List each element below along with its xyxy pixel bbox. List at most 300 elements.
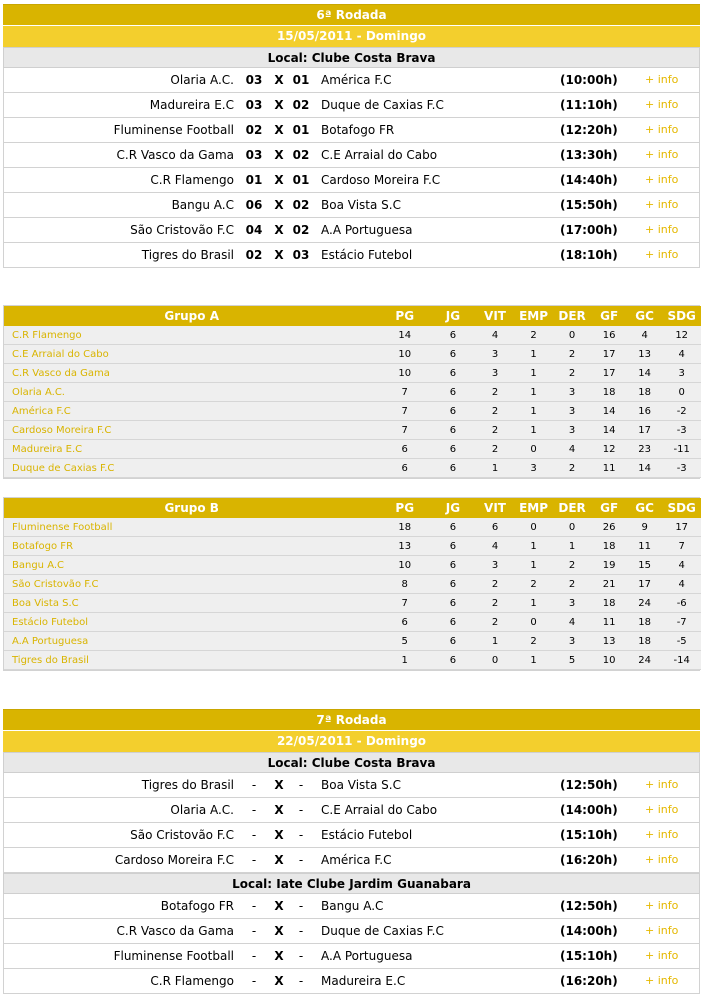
stat-cell: 14 — [627, 459, 663, 478]
match-time: (15:10h) — [560, 828, 618, 842]
stat-cell: 4 — [476, 326, 515, 345]
stat-cell: 7 — [379, 594, 430, 613]
stat-cell: 3 — [476, 364, 515, 383]
team-link[interactable]: América F.C — [4, 402, 379, 421]
match-list — [3, 773, 700, 873]
stat-cell: 6 — [430, 632, 476, 651]
team-link[interactable]: Tigres do Brasil — [4, 651, 379, 670]
standings-table — [4, 498, 701, 670]
stat-cell: 6 — [430, 383, 476, 402]
stat-cell: 1 — [514, 364, 553, 383]
stat-cell: 13 — [379, 537, 430, 556]
stat-cell: 6 — [430, 421, 476, 440]
stat-cell: 6 — [430, 402, 476, 421]
stat-cell: 14 — [591, 402, 627, 421]
match-time: (12:50h) — [560, 899, 618, 913]
table-row — [4, 575, 701, 594]
info-link[interactable]: + info — [645, 98, 679, 111]
stat-cell: 2 — [514, 326, 553, 345]
home-score: 03 — [245, 98, 263, 112]
versus-label: X — [274, 778, 284, 792]
stat-cell: 2 — [553, 364, 592, 383]
round-title: 7ª Rodada — [3, 709, 700, 730]
versus-label: X — [274, 853, 284, 867]
stat-cell: 3 — [553, 383, 592, 402]
stat-cell: 2 — [553, 459, 592, 478]
stat-cell: -3 — [662, 459, 701, 478]
home-team: Tigres do Brasil — [141, 248, 234, 262]
away-team: América F.C — [321, 73, 392, 87]
stat-cell: 1 — [514, 651, 553, 670]
stat-cell: 19 — [591, 556, 627, 575]
stat-cell: 0 — [514, 518, 553, 537]
home-score: - — [251, 974, 257, 988]
stat-cell: 3 — [553, 594, 592, 613]
away-team: Botafogo FR — [321, 123, 395, 137]
info-link[interactable]: + info — [645, 778, 679, 791]
table-row — [4, 402, 701, 421]
stat-cell: 24 — [627, 594, 663, 613]
info-link[interactable]: + info — [645, 974, 679, 987]
match-row — [3, 243, 700, 268]
stat-cell: 11 — [627, 537, 663, 556]
home-team: C.R Flamengo — [150, 974, 234, 988]
stat-cell: 12 — [662, 326, 701, 345]
stat-cell: 6 — [430, 594, 476, 613]
match-time: (16:20h) — [560, 853, 618, 867]
stat-cell: 3 — [514, 459, 553, 478]
info-link[interactable]: + info — [645, 949, 679, 962]
match-time: (12:20h) — [560, 123, 618, 137]
stat-cell: 18 — [591, 383, 627, 402]
table-row — [4, 518, 701, 537]
match-time: (14:00h) — [560, 803, 618, 817]
match-list — [3, 68, 700, 268]
stat-cell: 4 — [662, 345, 701, 364]
away-score: 02 — [292, 98, 310, 112]
info-link[interactable]: + info — [645, 148, 679, 161]
stat-cell: 0 — [553, 326, 592, 345]
away-score: - — [298, 924, 304, 938]
stat-cell: 7 — [379, 402, 430, 421]
venue-label: Local: Iate Clube Jardim Guanabara — [3, 873, 700, 894]
team-link[interactable]: Estácio Futebol — [4, 613, 379, 632]
match-row — [3, 118, 700, 143]
stat-cell: 6 — [430, 575, 476, 594]
match-row — [3, 944, 700, 969]
info-link[interactable]: + info — [645, 924, 679, 937]
stat-cell: 6 — [476, 518, 515, 537]
match-time: (15:50h) — [560, 198, 618, 212]
info-link[interactable]: + info — [645, 828, 679, 841]
stat-cell: -14 — [662, 651, 701, 670]
stat-cell: 2 — [476, 421, 515, 440]
versus-label: X — [274, 924, 284, 938]
away-score: - — [298, 778, 304, 792]
stat-cell: 18 — [379, 518, 430, 537]
stat-cell: 1 — [514, 594, 553, 613]
stat-cell: 1 — [553, 537, 592, 556]
home-team: Fluminense Football — [113, 949, 234, 963]
versus-label: X — [274, 223, 284, 237]
info-link[interactable]: + info — [645, 173, 679, 186]
table-row — [4, 537, 701, 556]
match-row — [3, 969, 700, 994]
stat-cell: -5 — [662, 632, 701, 651]
column-header: EMP — [514, 306, 553, 326]
stat-cell: 3 — [553, 402, 592, 421]
info-link[interactable]: + info — [645, 899, 679, 912]
column-header: GF — [591, 498, 627, 518]
stat-cell: 2 — [553, 575, 592, 594]
stat-cell: 4 — [662, 575, 701, 594]
away-score: 01 — [292, 173, 310, 187]
stat-cell: 1 — [514, 383, 553, 402]
stat-cell: 18 — [591, 594, 627, 613]
stat-cell: 2 — [476, 383, 515, 402]
stat-cell: 17 — [591, 345, 627, 364]
stat-cell: 6 — [379, 440, 430, 459]
table-row — [4, 594, 701, 613]
match-row — [3, 68, 700, 93]
home-score: - — [251, 828, 257, 842]
stat-cell: 8 — [379, 575, 430, 594]
info-link[interactable]: + info — [645, 248, 679, 261]
stat-cell: 0 — [553, 518, 592, 537]
stat-cell: 13 — [627, 345, 663, 364]
group-name: Grupo A — [4, 306, 379, 326]
stat-cell: 0 — [662, 383, 701, 402]
column-header: GC — [627, 306, 663, 326]
home-score: 01 — [245, 173, 263, 187]
stat-cell: 6 — [430, 556, 476, 575]
stat-cell: 4 — [553, 613, 592, 632]
away-team: Estácio Futebol — [321, 828, 413, 842]
stat-cell: 26 — [591, 518, 627, 537]
table-row — [4, 383, 701, 402]
stat-cell: 16 — [627, 402, 663, 421]
match-time: (14:40h) — [560, 173, 618, 187]
round-date: 15/05/2011 - Domingo — [3, 25, 700, 47]
stat-cell: 4 — [553, 440, 592, 459]
away-score: 02 — [292, 148, 310, 162]
versus-label: X — [274, 949, 284, 963]
stat-cell: 1 — [514, 345, 553, 364]
column-header: PG — [379, 498, 430, 518]
team-link[interactable]: Bangu A.C — [4, 556, 379, 575]
table-row — [4, 556, 701, 575]
round-date: 22/05/2011 - Domingo — [3, 730, 700, 752]
table-row — [4, 440, 701, 459]
stat-cell: 3 — [476, 345, 515, 364]
stat-cell: 7 — [379, 383, 430, 402]
info-link[interactable]: + info — [645, 803, 679, 816]
match-time: (10:00h) — [560, 73, 618, 87]
stat-cell: 10 — [379, 556, 430, 575]
match-row — [3, 143, 700, 168]
team-link[interactable]: A.A Portuguesa — [4, 632, 379, 651]
stat-cell: 11 — [591, 613, 627, 632]
stat-cell: -7 — [662, 613, 701, 632]
home-team: São Cristovão F.C — [130, 223, 234, 237]
column-header: VIT — [476, 306, 515, 326]
match-row — [3, 823, 700, 848]
stat-cell: 3 — [662, 364, 701, 383]
team-link[interactable]: Botafogo FR — [4, 537, 379, 556]
match-row — [3, 773, 700, 798]
versus-label: X — [274, 173, 284, 187]
stat-cell: 7 — [662, 537, 701, 556]
home-score: - — [251, 949, 257, 963]
match-time: (13:30h) — [560, 148, 618, 162]
stat-cell: -11 — [662, 440, 701, 459]
stat-cell: 2 — [553, 556, 592, 575]
home-team: Madureira E.C — [149, 98, 234, 112]
team-link[interactable]: C.E Arraial do Cabo — [4, 345, 379, 364]
round-7 — [3, 709, 700, 994]
stat-cell: 3 — [553, 421, 592, 440]
table-row — [4, 651, 701, 670]
home-score: 03 — [245, 148, 263, 162]
stat-cell: 24 — [627, 651, 663, 670]
match-row — [3, 93, 700, 118]
team-link[interactable]: C.R Vasco da Gama — [4, 364, 379, 383]
home-team: C.R Vasco da Gama — [116, 148, 234, 162]
stat-cell: 1 — [514, 421, 553, 440]
stat-cell: 2 — [514, 575, 553, 594]
match-time: (16:20h) — [560, 974, 618, 988]
versus-label: X — [274, 148, 284, 162]
info-link[interactable]: + info — [645, 223, 679, 236]
stat-cell: 14 — [627, 364, 663, 383]
stat-cell: 15 — [627, 556, 663, 575]
info-link[interactable]: + info — [645, 853, 679, 866]
team-link[interactable]: Boa Vista S.C — [4, 594, 379, 613]
stat-cell: 5 — [553, 651, 592, 670]
versus-label: X — [274, 828, 284, 842]
versus-label: X — [274, 98, 284, 112]
venue-label: Local: Clube Costa Brava — [3, 752, 700, 773]
stat-cell: 17 — [662, 518, 701, 537]
venue-label: Local: Clube Costa Brava — [3, 47, 700, 68]
stat-cell: 6 — [430, 440, 476, 459]
away-team: Madureira E.C — [321, 974, 406, 988]
team-link[interactable]: Fluminense Football — [4, 518, 379, 537]
match-row — [3, 168, 700, 193]
stat-cell: 0 — [514, 613, 553, 632]
table-row — [4, 459, 701, 478]
match-row — [3, 894, 700, 919]
stat-cell: 2 — [476, 613, 515, 632]
stat-cell: 6 — [430, 537, 476, 556]
home-score: 04 — [245, 223, 263, 237]
versus-label: X — [274, 123, 284, 137]
home-team: Cardoso Moreira F.C — [114, 853, 234, 867]
stat-cell: 6 — [379, 613, 430, 632]
info-link[interactable]: + info — [645, 73, 679, 86]
stat-cell: 7 — [379, 421, 430, 440]
stat-cell: 1 — [514, 537, 553, 556]
info-link[interactable]: + info — [645, 198, 679, 211]
stat-cell: 9 — [627, 518, 663, 537]
home-score: 02 — [245, 248, 263, 262]
away-team: Bangu A.C — [321, 899, 384, 913]
stat-cell: 6 — [430, 326, 476, 345]
standings-grupo-a — [3, 305, 700, 479]
team-link[interactable]: São Cristovão F.C — [4, 575, 379, 594]
stat-cell: 14 — [591, 421, 627, 440]
stat-cell: 6 — [430, 345, 476, 364]
stat-cell: 16 — [591, 326, 627, 345]
versus-label: X — [274, 899, 284, 913]
home-team: Olaria A.C. — [170, 73, 234, 87]
column-header: VIT — [476, 498, 515, 518]
away-team: A.A Portuguesa — [321, 223, 413, 237]
match-time: (12:50h) — [560, 778, 618, 792]
stat-cell: 14 — [379, 326, 430, 345]
table-row — [4, 632, 701, 651]
stat-cell: 18 — [627, 613, 663, 632]
match-row — [3, 193, 700, 218]
stat-cell: 18 — [627, 383, 663, 402]
match-time: (17:00h) — [560, 223, 618, 237]
stat-cell: 17 — [627, 575, 663, 594]
column-header: GC — [627, 498, 663, 518]
table-row — [4, 326, 701, 345]
stat-cell: 2 — [476, 402, 515, 421]
column-header: SDG — [662, 498, 701, 518]
stat-cell: 2 — [476, 575, 515, 594]
stat-cell: 17 — [591, 364, 627, 383]
table-row — [4, 613, 701, 632]
match-time: (14:00h) — [560, 924, 618, 938]
stat-cell: 12 — [591, 440, 627, 459]
column-header: JG — [430, 498, 476, 518]
stat-cell: 6 — [430, 651, 476, 670]
home-team: Fluminense Football — [113, 123, 234, 137]
stat-cell: 6 — [379, 459, 430, 478]
column-header: EMP — [514, 498, 553, 518]
stat-cell: -2 — [662, 402, 701, 421]
stat-cell: 2 — [476, 440, 515, 459]
stat-cell: 10 — [379, 364, 430, 383]
match-time: (11:10h) — [560, 98, 618, 112]
column-header: PG — [379, 306, 430, 326]
column-header: GF — [591, 306, 627, 326]
stat-cell: 18 — [627, 632, 663, 651]
stat-cell: 1 — [379, 651, 430, 670]
team-link[interactable]: Madureira E.C — [4, 440, 379, 459]
match-time: (15:10h) — [560, 949, 618, 963]
away-score: - — [298, 974, 304, 988]
home-team: Olaria A.C. — [170, 803, 234, 817]
column-header: DER — [553, 498, 592, 518]
stat-cell: 6 — [430, 364, 476, 383]
away-team: C.E Arraial do Cabo — [321, 803, 438, 817]
versus-label: X — [274, 248, 284, 262]
away-score: - — [298, 949, 304, 963]
home-team: Tigres do Brasil — [141, 778, 234, 792]
stat-cell: 4 — [476, 537, 515, 556]
away-team: Boa Vista S.C — [321, 778, 401, 792]
away-score: - — [298, 899, 304, 913]
stat-cell: 10 — [379, 345, 430, 364]
standings-table — [4, 306, 701, 478]
away-team: A.A Portuguesa — [321, 949, 413, 963]
team-link[interactable]: Cardoso Moreira F.C — [4, 421, 379, 440]
away-score: 03 — [292, 248, 310, 262]
info-link[interactable]: + info — [645, 123, 679, 136]
away-team: América F.C — [321, 853, 392, 867]
stat-cell: 13 — [591, 632, 627, 651]
round-6 — [3, 4, 700, 268]
stat-cell: 2 — [514, 632, 553, 651]
home-score: - — [251, 803, 257, 817]
standings-header — [4, 498, 701, 518]
stat-cell: 3 — [476, 556, 515, 575]
stat-cell: 18 — [591, 537, 627, 556]
home-score: - — [251, 778, 257, 792]
match-row — [3, 848, 700, 873]
match-time: (18:10h) — [560, 248, 618, 262]
away-score: - — [298, 828, 304, 842]
stat-cell: 2 — [553, 345, 592, 364]
home-team: C.R Flamengo — [150, 173, 234, 187]
team-link[interactable]: Duque de Caxias F.C — [4, 459, 379, 478]
match-list — [3, 894, 700, 994]
stat-cell: 0 — [514, 440, 553, 459]
stat-cell: 11 — [591, 459, 627, 478]
match-row — [3, 919, 700, 944]
standings-grupo-b — [3, 497, 700, 671]
column-header: DER — [553, 306, 592, 326]
table-row — [4, 421, 701, 440]
home-score: - — [251, 899, 257, 913]
stat-cell: 4 — [627, 326, 663, 345]
versus-label: X — [274, 974, 284, 988]
stat-cell: 6 — [430, 613, 476, 632]
home-team: C.R Vasco da Gama — [116, 924, 234, 938]
stat-cell: 1 — [514, 556, 553, 575]
match-row — [3, 218, 700, 243]
away-score: 01 — [292, 73, 310, 87]
stat-cell: 5 — [379, 632, 430, 651]
stat-cell: 17 — [627, 421, 663, 440]
away-score: 02 — [292, 198, 310, 212]
stat-cell: 3 — [553, 632, 592, 651]
stat-cell: 2 — [476, 594, 515, 613]
home-score: 06 — [245, 198, 263, 212]
stat-cell: 4 — [662, 556, 701, 575]
stat-cell: 1 — [476, 632, 515, 651]
away-score: - — [298, 803, 304, 817]
team-link[interactable]: Olaria A.C. — [4, 383, 379, 402]
away-score: 02 — [292, 223, 310, 237]
standings-header — [4, 306, 701, 326]
home-team: Botafogo FR — [160, 899, 234, 913]
home-team: São Cristovão F.C — [130, 828, 234, 842]
away-team: C.E Arraial do Cabo — [321, 148, 438, 162]
away-team: Duque de Caxias F.C — [321, 924, 444, 938]
team-link[interactable]: C.R Flamengo — [4, 326, 379, 345]
versus-label: X — [274, 73, 284, 87]
away-team: Cardoso Moreira F.C — [321, 173, 441, 187]
stat-cell: -6 — [662, 594, 701, 613]
round-title: 6ª Rodada — [3, 4, 700, 25]
stat-cell: -3 — [662, 421, 701, 440]
stat-cell: 23 — [627, 440, 663, 459]
stat-cell: 10 — [591, 651, 627, 670]
